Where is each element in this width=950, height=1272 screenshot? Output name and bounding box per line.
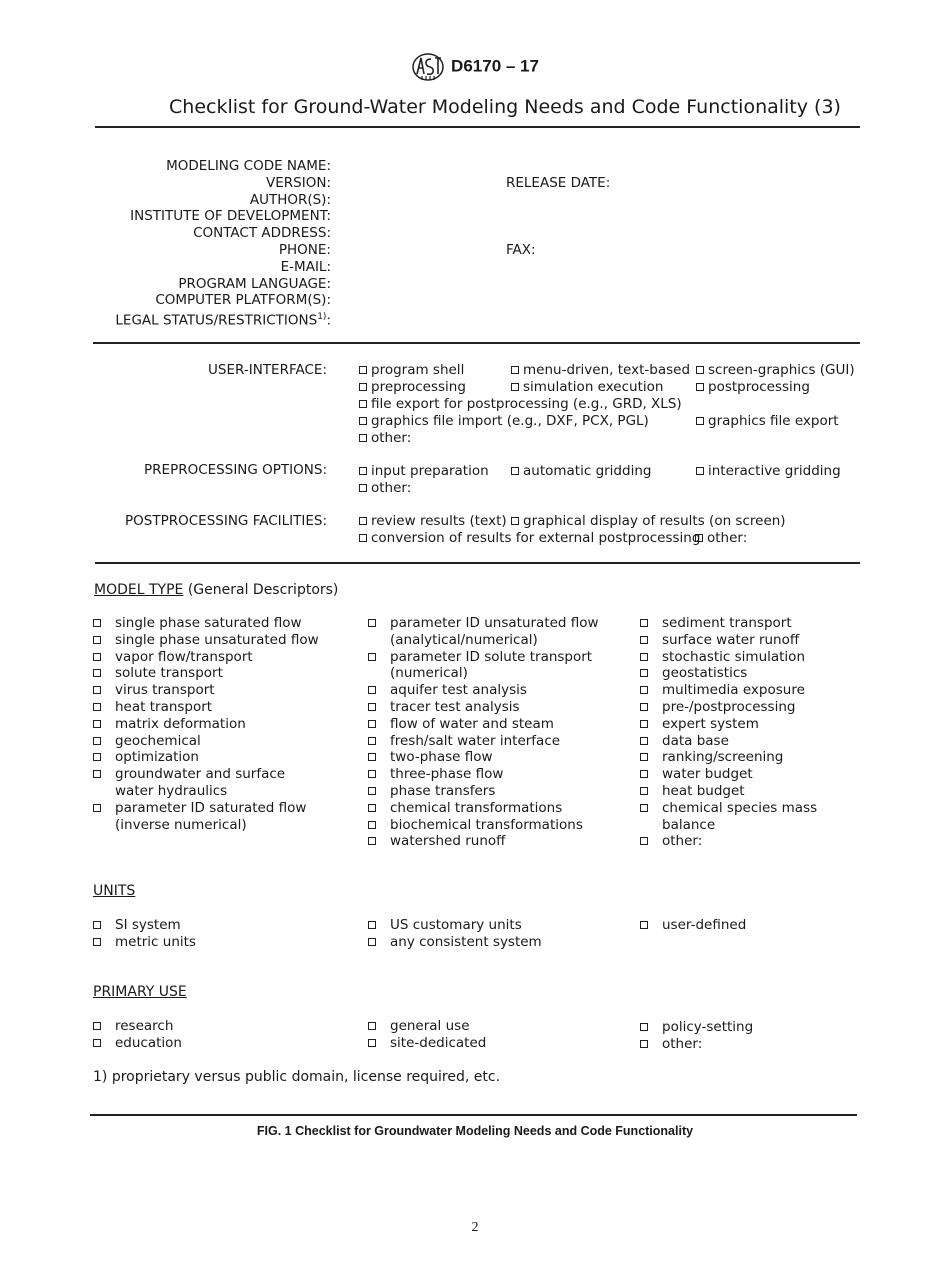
checkbox-icon[interactable] [93, 770, 101, 778]
ui-program-shell[interactable]: program shell [359, 362, 464, 379]
post-review[interactable]: review results (text) [359, 513, 507, 530]
language-label: PROGRAM LANGUAGE: [178, 275, 331, 292]
checkbox-icon[interactable] [696, 383, 704, 391]
checkbox-icon[interactable] [640, 669, 648, 677]
checkbox-icon[interactable] [640, 653, 648, 661]
checkbox-icon[interactable] [93, 720, 101, 728]
checkbox-icon[interactable] [640, 703, 648, 711]
checkbox-icon[interactable] [368, 938, 376, 946]
checkbox-icon[interactable] [511, 366, 519, 374]
legal-footnote-ref: 1) [317, 312, 327, 323]
phone-label: PHONE: [278, 241, 331, 258]
checkbox-icon[interactable] [368, 686, 376, 694]
checkbox-icon[interactable] [368, 737, 376, 745]
standard-number: D6170 – 17 [451, 56, 539, 76]
document-header [0, 52, 950, 82]
title-rule [95, 126, 860, 128]
checkbox-icon[interactable] [368, 821, 376, 829]
checkbox-icon[interactable] [640, 720, 648, 728]
checkbox-icon[interactable] [93, 1022, 101, 1030]
checkbox-icon[interactable] [695, 534, 703, 542]
post-other[interactable]: other: [695, 530, 747, 547]
info-rule [93, 342, 860, 344]
preprocessing-label: PREPROCESSING OPTIONS: [144, 462, 327, 478]
checkbox-icon[interactable] [640, 686, 648, 694]
checkbox-icon[interactable] [640, 921, 648, 929]
checkbox-icon[interactable] [93, 938, 101, 946]
checkbox-icon[interactable] [368, 837, 376, 845]
checkbox-icon[interactable] [368, 703, 376, 711]
legal-label: LEGAL STATUS/RESTRICTIONS$^{1)}$: [115, 312, 331, 329]
checkbox-icon[interactable] [93, 619, 101, 627]
checkbox-icon[interactable] [359, 417, 367, 425]
checkbox-icon[interactable] [640, 837, 648, 845]
checkbox-icon[interactable] [359, 467, 367, 475]
checkbox-icon[interactable] [93, 703, 101, 711]
checkbox-icon[interactable] [359, 366, 367, 374]
checkbox-icon[interactable] [359, 400, 367, 408]
checkbox-icon[interactable] [368, 770, 376, 778]
checkbox-icon[interactable] [93, 921, 101, 929]
checkbox-icon[interactable] [93, 753, 101, 761]
ui-screen-graphics[interactable]: screen-graphics (GUI) [696, 362, 855, 379]
checkbox-icon[interactable] [640, 787, 648, 795]
info-labels [60, 158, 331, 329]
checkbox-icon[interactable] [93, 636, 101, 644]
checkbox-icon[interactable] [640, 737, 648, 745]
checkbox-icon[interactable] [696, 417, 704, 425]
footnote: 1) proprietary versus public domain, license required, etc. [93, 1069, 501, 1085]
checkbox-icon[interactable] [511, 383, 519, 391]
ui-postprocessing[interactable]: postprocessing [696, 379, 810, 396]
checkbox-icon[interactable] [368, 753, 376, 761]
checkbox-icon[interactable] [93, 653, 101, 661]
checkbox-icon[interactable] [368, 787, 376, 795]
checkbox-icon[interactable] [93, 669, 101, 677]
checkbox-icon[interactable] [368, 720, 376, 728]
section-rule [95, 562, 860, 564]
checkbox-icon[interactable] [640, 636, 648, 644]
page-title: Checklist for Ground-Water Modeling Needs and Code Functionality (3) [169, 96, 841, 118]
checkbox-icon[interactable] [640, 753, 648, 761]
contact-label: CONTACT ADDRESS: [193, 225, 331, 242]
user-interface-label: USER-INTERFACE: [208, 362, 327, 378]
checkbox-icon[interactable] [368, 619, 376, 627]
astm-logo-icon [411, 52, 445, 82]
model-type-heading: MODEL TYPE (General Descriptors) [94, 582, 339, 598]
units-heading: UNITS [93, 883, 136, 899]
checkbox-icon[interactable] [696, 366, 704, 374]
figure-caption: FIG. 1 Checklist for Groundwater Modeling Needs and Code Functionality [256, 1124, 694, 1138]
ui-preprocessing[interactable]: preprocessing [359, 379, 466, 396]
checkbox-icon[interactable] [640, 1040, 648, 1048]
ui-other[interactable]: other: [359, 430, 411, 447]
checkbox-icon[interactable] [93, 737, 101, 745]
code-name-label: MODELING CODE NAME: [166, 158, 331, 174]
checkbox-icon[interactable] [368, 1039, 376, 1047]
checkbox-icon[interactable] [93, 686, 101, 694]
authors-label: AUTHOR(S): [249, 191, 331, 208]
pre-input[interactable]: input preparation [359, 463, 489, 480]
checkbox-icon[interactable] [368, 1022, 376, 1030]
checkbox-icon[interactable] [696, 467, 704, 475]
ui-graphics-import[interactable]: graphics file import (e.g., DXF, PCX, PGL) [359, 413, 649, 430]
checkbox-icon[interactable] [640, 619, 648, 627]
primary-use-heading: PRIMARY USE [93, 984, 187, 1000]
ui-simulation[interactable]: simulation execution [511, 379, 663, 396]
release-date-label: RELEASE DATE: [506, 175, 611, 191]
checkbox-icon[interactable] [359, 534, 367, 542]
checkbox-icon[interactable] [511, 517, 519, 525]
checkbox-icon[interactable] [93, 1039, 101, 1047]
postprocessing-label: POSTPROCESSING FACILITIES: [125, 513, 327, 529]
page-number: 2 [471, 1220, 479, 1235]
caption-rule [90, 1114, 857, 1116]
pre-auto-grid[interactable]: automatic gridding [511, 463, 651, 480]
email-label: E-MAIL: [280, 258, 331, 275]
ui-menu-driven[interactable]: menu-driven, text-based [511, 362, 690, 379]
checkbox-icon[interactable] [359, 383, 367, 391]
version-label: VERSION: [266, 174, 331, 191]
checkbox-icon[interactable] [359, 517, 367, 525]
checkbox-icon[interactable] [368, 804, 376, 812]
checkbox-icon[interactable] [368, 653, 376, 661]
checkbox-icon[interactable] [640, 770, 648, 778]
checkbox-icon[interactable] [93, 804, 101, 812]
checkbox-icon[interactable] [640, 804, 648, 812]
ui-graphics-export[interactable]: graphics file export [696, 413, 839, 430]
checkbox-icon[interactable] [640, 1023, 648, 1031]
post-conversion[interactable]: conversion of results for external postprocessing [359, 530, 700, 547]
platform-label: COMPUTER PLATFORM(S): [155, 292, 331, 309]
post-graphical[interactable]: graphical display of results (on screen) [511, 513, 786, 530]
institute-label: INSTITUTE OF DEVELOPMENT: [130, 208, 331, 225]
checkbox-icon[interactable] [368, 921, 376, 929]
ui-file-export[interactable]: file export for postprocessing (e.g., GRD, XLS) [359, 396, 682, 413]
checkbox-icon[interactable] [511, 467, 519, 475]
checkbox-icon[interactable] [359, 484, 367, 492]
checkbox-icon[interactable] [359, 434, 367, 442]
pre-other[interactable]: other: [359, 480, 411, 497]
fax-label: FAX: [506, 242, 536, 258]
pre-interactive-grid[interactable]: interactive gridding [696, 463, 841, 480]
